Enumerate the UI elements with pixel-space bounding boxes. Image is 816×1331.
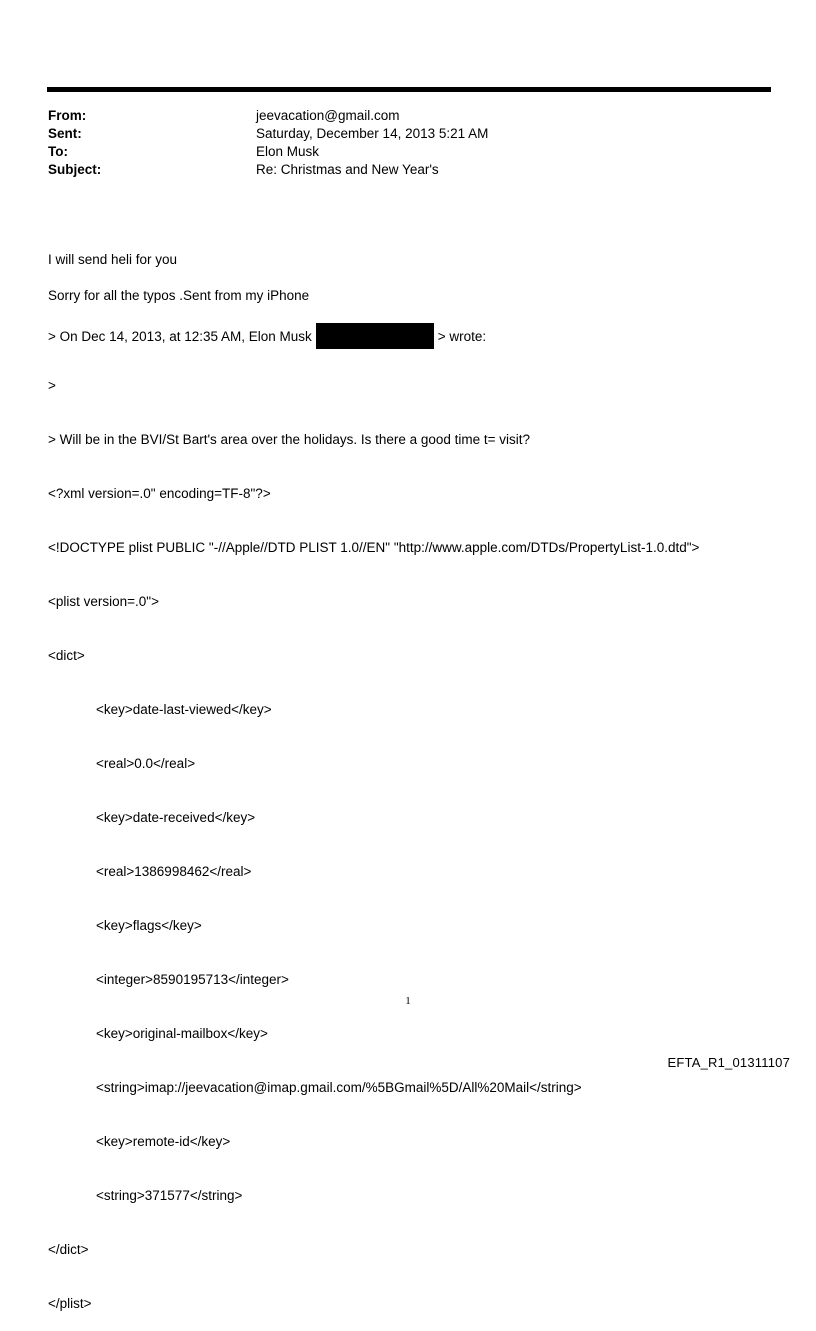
plist-entry: <integer>8590195713</integer> [96, 972, 289, 987]
subject-row [48, 161, 748, 179]
plist-entry: <key>remote-id</key> [96, 1134, 231, 1149]
sent-value: Saturday, December 14, 2013 5:21 AM [256, 126, 489, 141]
quote-attribution-prefix: > On Dec 14, 2013, at 12:35 AM, Elon Musk [48, 329, 312, 344]
from-value: jeevacation@gmail.com [256, 108, 400, 123]
page-number: 1 [405, 995, 411, 1007]
plist-entry: <string>imap://jeevacation@imap.gmail.com/%5BGmail%5D/All%20Mail</string> [96, 1080, 582, 1095]
quote-attribution [48, 323, 699, 344]
header-divider [47, 87, 771, 92]
to-value: Elon Musk [256, 144, 320, 159]
plist-entry: <key>date-received</key> [96, 810, 256, 825]
plist-open-tag: <plist version=.0"> [48, 594, 159, 609]
redaction-box [316, 323, 434, 349]
quote-text-line: > Will be in the BVI/St Bart's area over the holidays. Is there a good time t= visit? [48, 432, 531, 447]
plist-entry: <key>flags</key> [96, 918, 202, 933]
sent-row [48, 125, 748, 143]
plist-doctype: <!DOCTYPE plist PUBLIC "-//Apple//DTD PLIST 1.0//EN" "http://www.apple.com/DTDs/PropertyList-1.0.dtd"> [48, 540, 700, 555]
quoted-message [48, 287, 699, 1331]
subject-value: Re: Christmas and New Year's [256, 162, 439, 177]
sent-label: Sent: [48, 126, 82, 141]
to-row [48, 143, 748, 161]
bates-number: EFTA_R1_01311107 [667, 1055, 790, 1070]
plist-entry: <real>1386998462</real> [96, 864, 252, 879]
body-line-signature: Sorry for all the typos .Sent from my iPhone [48, 288, 310, 303]
plist-entry: <string>371577</string> [96, 1188, 243, 1203]
dict-close-tag: </dict> [48, 1242, 89, 1257]
quote-attribution-suffix: > wrote: [437, 329, 487, 344]
to-label: To: [48, 144, 68, 159]
plist-entry: <key>date-last-viewed</key> [96, 702, 272, 717]
body-line-reply: I will send heli for you [48, 252, 178, 267]
quote-blank-line: > [48, 378, 56, 393]
plist-entry: <key>original-mailbox</key> [96, 1026, 268, 1041]
from-label: From: [48, 108, 87, 123]
from-row [48, 107, 748, 125]
plist-entry: <real>0.0</real> [96, 756, 196, 771]
plist-close-tag: </plist> [48, 1296, 92, 1311]
plist-xml-declaration: <?xml version=.0" encoding=TF-8"?> [48, 486, 271, 501]
dict-open-tag: <dict> [48, 648, 85, 663]
email-header [48, 107, 748, 179]
subject-label: Subject: [48, 162, 102, 177]
